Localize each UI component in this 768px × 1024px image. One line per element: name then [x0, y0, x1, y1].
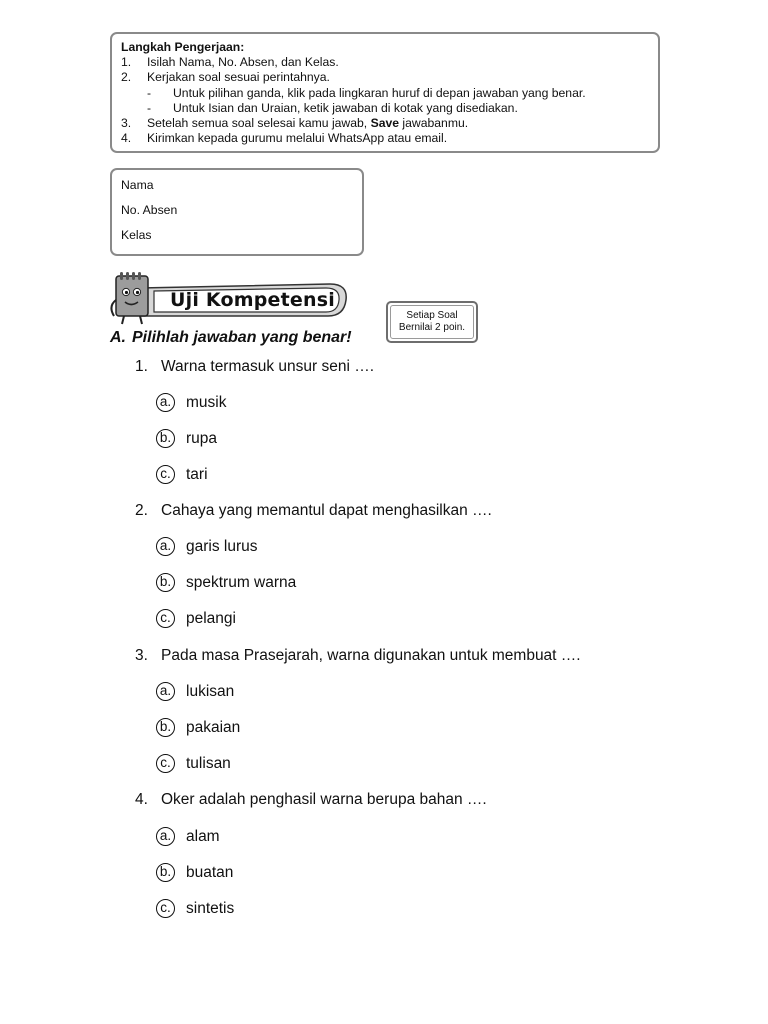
option-2c[interactable] [156, 609, 236, 628]
option-text: musik [186, 393, 227, 411]
instruction-step [121, 55, 649, 70]
step-number: 1. [121, 55, 132, 70]
option-1c[interactable] [156, 465, 208, 484]
instruction-step [121, 116, 649, 131]
option-2b[interactable] [156, 573, 296, 592]
option-text: spektrum warna [186, 573, 297, 591]
option-4a[interactable] [156, 827, 220, 846]
option-3c[interactable] [156, 754, 231, 773]
instructions-title: Langkah Pengerjaan: [121, 40, 245, 54]
question-2 [135, 502, 492, 520]
instruction-step [121, 70, 649, 85]
step-text: Kerjakan soal sesuai perintahnya. [147, 70, 330, 85]
option-1b[interactable] [156, 429, 217, 448]
option-text: pelangi [186, 609, 236, 627]
substep-text: Untuk pilihan ganda, klik pada lingkaran huruf di depan jawaban yang benar. [173, 85, 586, 100]
substep-text: Untuk Isian dan Uraian, ketik jawaban di kotak yang disediakan. [173, 100, 518, 115]
section-letter: A. [110, 329, 126, 346]
question-text: Cahaya yang memantul dapat menghasilkan …. [161, 502, 492, 519]
instruction-substep [121, 86, 649, 101]
substep-dash: - [147, 100, 152, 115]
option-text: buatan [186, 863, 234, 881]
step-text: Isilah Nama, No. Absen, dan Kelas. [147, 55, 339, 70]
step-number: 2. [121, 70, 132, 85]
question-1 [135, 358, 374, 376]
instruction-substep [121, 101, 649, 116]
option-text: pakaian [186, 718, 241, 736]
step-text-post: jawabanmu. [399, 116, 469, 131]
option-circle[interactable]: a. [156, 827, 175, 846]
instruction-step [121, 131, 649, 146]
option-1a[interactable] [156, 393, 226, 412]
option-3b[interactable] [156, 718, 240, 737]
class-label: Kelas [121, 228, 152, 242]
option-4b[interactable] [156, 863, 233, 882]
section-title-text: Pilihlah jawaban yang benar! [132, 329, 352, 346]
question-text: Pada masa Prasejarah, warna digunakan untuk membuat …. [161, 647, 581, 664]
identity-box [110, 168, 364, 256]
option-circle[interactable]: c. [156, 609, 175, 628]
question-3 [135, 647, 581, 665]
step-number: 4. [121, 131, 132, 146]
option-circle[interactable]: c. [156, 465, 175, 484]
question-text: Oker adalah penghasil warna berupa bahan …. [161, 791, 487, 808]
option-text: garis lurus [186, 537, 258, 555]
step-text-pre: Setelah semua soal selesai kamu jawab, [147, 116, 371, 131]
score-line-1: Setiap Soal [406, 310, 458, 321]
option-text: lukisan [186, 682, 235, 700]
option-3a[interactable] [156, 682, 234, 701]
option-2a[interactable] [156, 537, 258, 556]
option-circle[interactable]: b. [156, 718, 175, 737]
option-circle[interactable]: a. [156, 393, 175, 412]
option-circle[interactable]: a. [156, 537, 175, 556]
question-number: 1. [135, 358, 148, 375]
step-number: 3. [121, 116, 132, 131]
option-circle[interactable]: c. [156, 754, 175, 773]
score-line-2: Bernilai 2 poin. [398, 322, 466, 333]
absen-label: No. Absen [121, 203, 178, 217]
save-emphasis: Save [370, 116, 400, 131]
option-circle[interactable]: b. [156, 429, 175, 448]
option-circle[interactable]: b. [156, 573, 175, 592]
option-text: tari [186, 465, 208, 483]
substep-dash: - [147, 85, 152, 100]
option-text: tulisan [186, 754, 231, 772]
name-label: Nama [121, 178, 154, 192]
uji-kompetensi-badge [110, 270, 350, 326]
section-heading [110, 329, 352, 347]
option-circle[interactable]: a. [156, 682, 175, 701]
step-text [147, 116, 468, 131]
option-circle[interactable]: c. [156, 899, 175, 918]
score-note-inner [390, 305, 474, 339]
instructions-box [110, 32, 660, 153]
step-text: Kirimkan kepada gurumu melalui WhatsApp atau email. [147, 131, 448, 146]
question-number: 3. [135, 647, 148, 664]
badge-text: Uji Kompetensi [170, 289, 335, 311]
question-number: 2. [135, 502, 148, 519]
score-note [386, 301, 478, 343]
question-number: 4. [135, 791, 148, 808]
option-text: sintetis [186, 899, 235, 917]
option-text: rupa [186, 429, 218, 447]
question-4 [135, 791, 487, 809]
question-text: Warna termasuk unsur seni …. [161, 358, 375, 375]
option-circle[interactable]: b. [156, 863, 175, 882]
option-4c[interactable] [156, 899, 234, 918]
option-text: alam [186, 827, 220, 845]
